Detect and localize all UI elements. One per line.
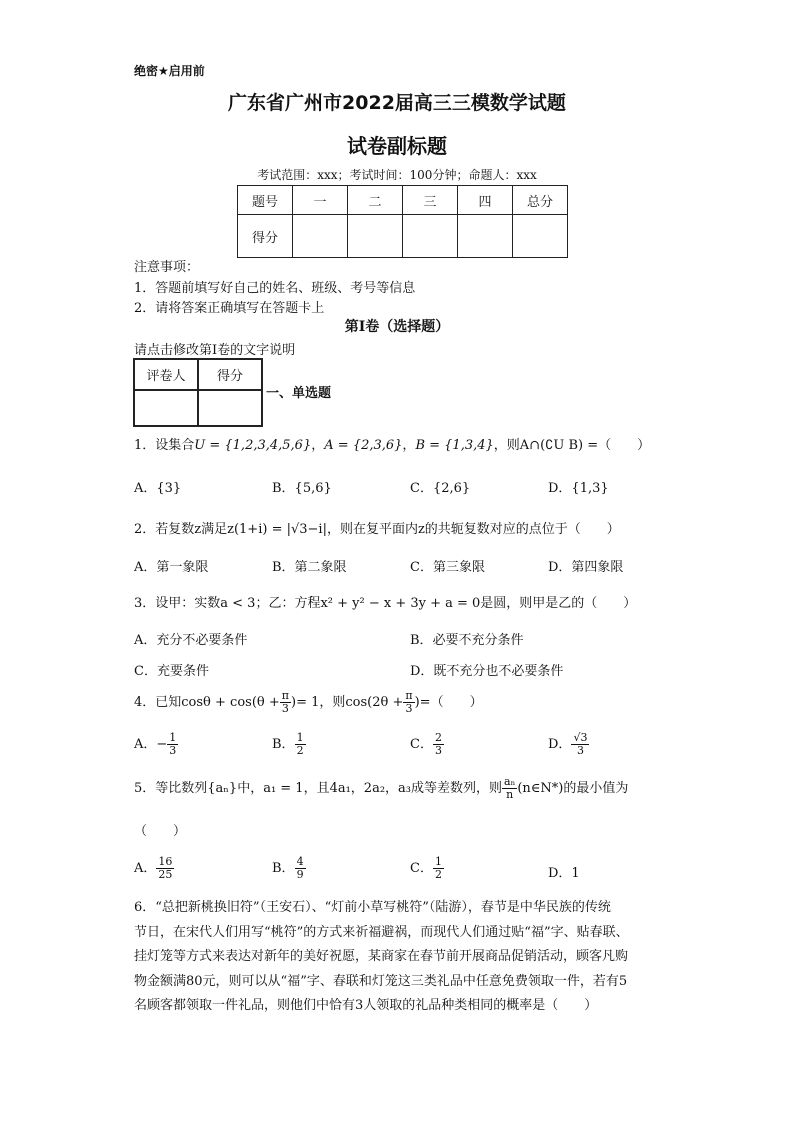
fraction-numerator: 1 bbox=[296, 731, 304, 744]
q5-fraction bbox=[502, 776, 517, 801]
q2-option-b[interactable]: B．第二象限 bbox=[272, 560, 347, 575]
q4-prefix: 4．已知cosθ + cos bbox=[134, 695, 252, 710]
section-title: 一、单选题 bbox=[266, 386, 332, 401]
option-fraction bbox=[433, 856, 444, 881]
q4-arg2: 2θ + bbox=[372, 695, 404, 710]
q1-set-b: B = {1,3,4} bbox=[415, 438, 494, 453]
q4-option-d[interactable] bbox=[548, 732, 589, 757]
option-label: C． bbox=[410, 737, 433, 752]
question-5 bbox=[134, 776, 628, 801]
q6-line: 名顾客都领取一件礼品，则他们中恰有3人领取的礼品种类相同的概率是（ ） bbox=[134, 998, 598, 1013]
score-cell[interactable] bbox=[458, 215, 513, 258]
q1-set-u: U = {1,2,3,4,5,6} bbox=[194, 438, 312, 453]
grader-cell[interactable] bbox=[134, 390, 198, 426]
question-4: 4．已知cosθ + cos(θ + $\frac{\pi}{3}$ )= 1，则cos(2θ + $\frac{\pi}{3}$ )=（ ） bbox=[134, 689, 483, 715]
q4-pi-2: π bbox=[405, 689, 413, 702]
q4-pi: π bbox=[281, 689, 289, 702]
fraction-denominator: n bbox=[506, 788, 514, 801]
q5-prefix: 5．等比数列{aₙ}中，a₁ = 1，且4a₁，2a₂，a₃成等差数列，则 bbox=[134, 781, 503, 796]
exam-info: 考试范围：xxx；考试时间：100分钟；命题人：xxx bbox=[257, 168, 537, 182]
q4-mid: = 1，则cos bbox=[296, 695, 368, 710]
grader-cell[interactable] bbox=[198, 390, 262, 426]
score-header-cell: 一 bbox=[293, 186, 348, 215]
grader-header-cell: 评卷人 bbox=[134, 359, 198, 390]
exam-subtitle: 试卷副标题 bbox=[347, 134, 447, 158]
option-label: A． bbox=[134, 861, 157, 876]
confidential-label: 绝密★启用前 bbox=[134, 64, 205, 78]
q4-pi-fraction bbox=[280, 690, 291, 715]
fraction-denominator: 3 bbox=[434, 744, 442, 757]
q1-expression: 则A∩(∁U B) = bbox=[506, 438, 599, 453]
grader-header-cell: 得分 bbox=[198, 359, 262, 390]
q4-arg1: θ + bbox=[256, 695, 280, 710]
part-title: 第I卷（选择题） bbox=[344, 319, 450, 335]
fraction-numerator: aₙ bbox=[504, 775, 516, 788]
q1-option-d[interactable]: D．{1,3} bbox=[548, 481, 609, 496]
q4-option-b[interactable] bbox=[272, 732, 306, 757]
q4-suffix: =（ ） bbox=[419, 695, 483, 710]
score-cell[interactable] bbox=[348, 215, 403, 258]
q5-blank: （ ） bbox=[134, 824, 187, 839]
fraction-denominator: 2 bbox=[296, 744, 304, 757]
q6-line: 挂灯笼等方式来表达对新年的美好祝愿，某商家在春节前开展商品促销活动，顾客凡购 bbox=[134, 949, 629, 964]
option-fraction bbox=[156, 856, 174, 881]
option-sign: − bbox=[156, 737, 168, 752]
option-fraction bbox=[295, 732, 306, 757]
score-cell[interactable] bbox=[403, 215, 458, 258]
q4-option-a[interactable] bbox=[134, 732, 178, 757]
question-1: 1．设集合U = {1,2,3,4,5,6}，A = {2,3,6}，B = {1,3,4}，则A∩(∁U B) =（ ） bbox=[134, 438, 651, 453]
part-instruction[interactable]: 请点击修改第I卷的文字说明 bbox=[134, 343, 296, 358]
q5-option-a[interactable] bbox=[134, 856, 174, 881]
q1-prefix: 1．设集合 bbox=[134, 438, 195, 453]
score-header-cell: 题号 bbox=[238, 186, 293, 215]
q1-blank: （ ） bbox=[598, 438, 651, 453]
fraction-numerator: √3 bbox=[573, 731, 588, 744]
fraction-denominator: 9 bbox=[296, 868, 304, 881]
option-label: B． bbox=[272, 861, 295, 876]
q4-three-2: 3 bbox=[405, 702, 413, 715]
q3-option-b[interactable]: B．必要不充分条件 bbox=[410, 633, 524, 648]
q4-pi-fraction-2 bbox=[403, 690, 414, 715]
q5-suffix: (n∈N*)的最小值为 bbox=[517, 781, 629, 796]
fraction-numerator: 16 bbox=[158, 855, 173, 868]
q1-option-c[interactable]: C．{2,6} bbox=[410, 481, 471, 496]
q4-option-c[interactable] bbox=[410, 732, 444, 757]
fraction-numerator: 1 bbox=[169, 731, 177, 744]
q3-option-a[interactable]: A．充分不必要条件 bbox=[134, 633, 248, 648]
q5-option-b[interactable] bbox=[272, 856, 306, 881]
fraction-numerator: 2 bbox=[434, 731, 442, 744]
score-header-cell: 总分 bbox=[513, 186, 568, 215]
q2-option-d[interactable]: D．第四象限 bbox=[548, 560, 624, 575]
question-3: 3．设甲：实数a < 3；乙：方程x² + y² − x + 3y + a = 0是圆，则甲是乙的（ ） bbox=[134, 596, 637, 611]
q2-option-a[interactable]: A．第一象限 bbox=[134, 560, 209, 575]
fraction-denominator: 2 bbox=[434, 868, 442, 881]
option-fraction bbox=[433, 732, 444, 757]
option-label: A． bbox=[134, 737, 157, 752]
option-fraction bbox=[571, 732, 589, 757]
question-2: 2．若复数z满足z(1+i) = |√3−i|，则在复平面内z的共轭复数对应的点位于（ ） bbox=[134, 522, 620, 537]
score-header-cell: 三 bbox=[403, 186, 458, 215]
q3-option-d[interactable]: D．既不充分也不必要条件 bbox=[410, 664, 564, 679]
option-fraction bbox=[295, 856, 306, 881]
option-label: B． bbox=[272, 737, 295, 752]
option-fraction bbox=[167, 732, 178, 757]
fraction-denominator: 25 bbox=[158, 868, 173, 881]
grader-table bbox=[133, 358, 263, 427]
notes-title: 注意事项： bbox=[134, 260, 200, 275]
fraction-numerator: 4 bbox=[296, 855, 304, 868]
option-label: C． bbox=[410, 861, 433, 876]
q5-option-c[interactable] bbox=[410, 856, 444, 881]
q2-option-c[interactable]: C．第三象限 bbox=[410, 560, 485, 575]
exam-title: 广东省广州市2022届高三三模数学试题 bbox=[228, 92, 566, 114]
score-cell[interactable] bbox=[513, 215, 568, 258]
fraction-numerator: 1 bbox=[434, 855, 442, 868]
q5-option-d[interactable]: D．1 bbox=[548, 866, 580, 881]
fraction-denominator: 3 bbox=[169, 744, 177, 757]
q6-line: 6．“总把新桃换旧符”（王安石）、“灯前小草写桃符”（陆游），春节是中华民族的传统 bbox=[134, 900, 611, 915]
q6-line: 物金额满80元，则可以从“福”字、春联和灯笼这三类礼品中任意免费领取一件，若有5 bbox=[134, 973, 628, 989]
q4-three: 3 bbox=[281, 702, 289, 715]
score-table bbox=[237, 185, 568, 258]
q1-option-b[interactable]: B．{5,6} bbox=[272, 481, 332, 496]
q6-line: 节日，在宋代人们用写“桃符”的方式来祈福避祸，而现代人们通过贴“福”字、贴春联、 bbox=[134, 924, 629, 940]
note-item: 2．请将答案正确填写在答题卡上 bbox=[134, 301, 325, 316]
score-row-label: 得分 bbox=[238, 215, 293, 258]
q1-set-a: A = {2,3,6} bbox=[324, 438, 403, 453]
option-label: D． bbox=[548, 737, 572, 752]
q1-option-a[interactable]: A．{3} bbox=[134, 481, 182, 496]
score-header-cell: 四 bbox=[458, 186, 513, 215]
score-header-cell: 二 bbox=[348, 186, 403, 215]
fraction-denominator: 3 bbox=[576, 744, 584, 757]
question-6 bbox=[134, 896, 674, 1019]
q3-option-c[interactable]: C．充要条件 bbox=[134, 664, 209, 679]
note-item: 1．答题前填写好自己的姓名、班级、考号等信息 bbox=[134, 281, 416, 296]
score-cell[interactable] bbox=[293, 215, 348, 258]
